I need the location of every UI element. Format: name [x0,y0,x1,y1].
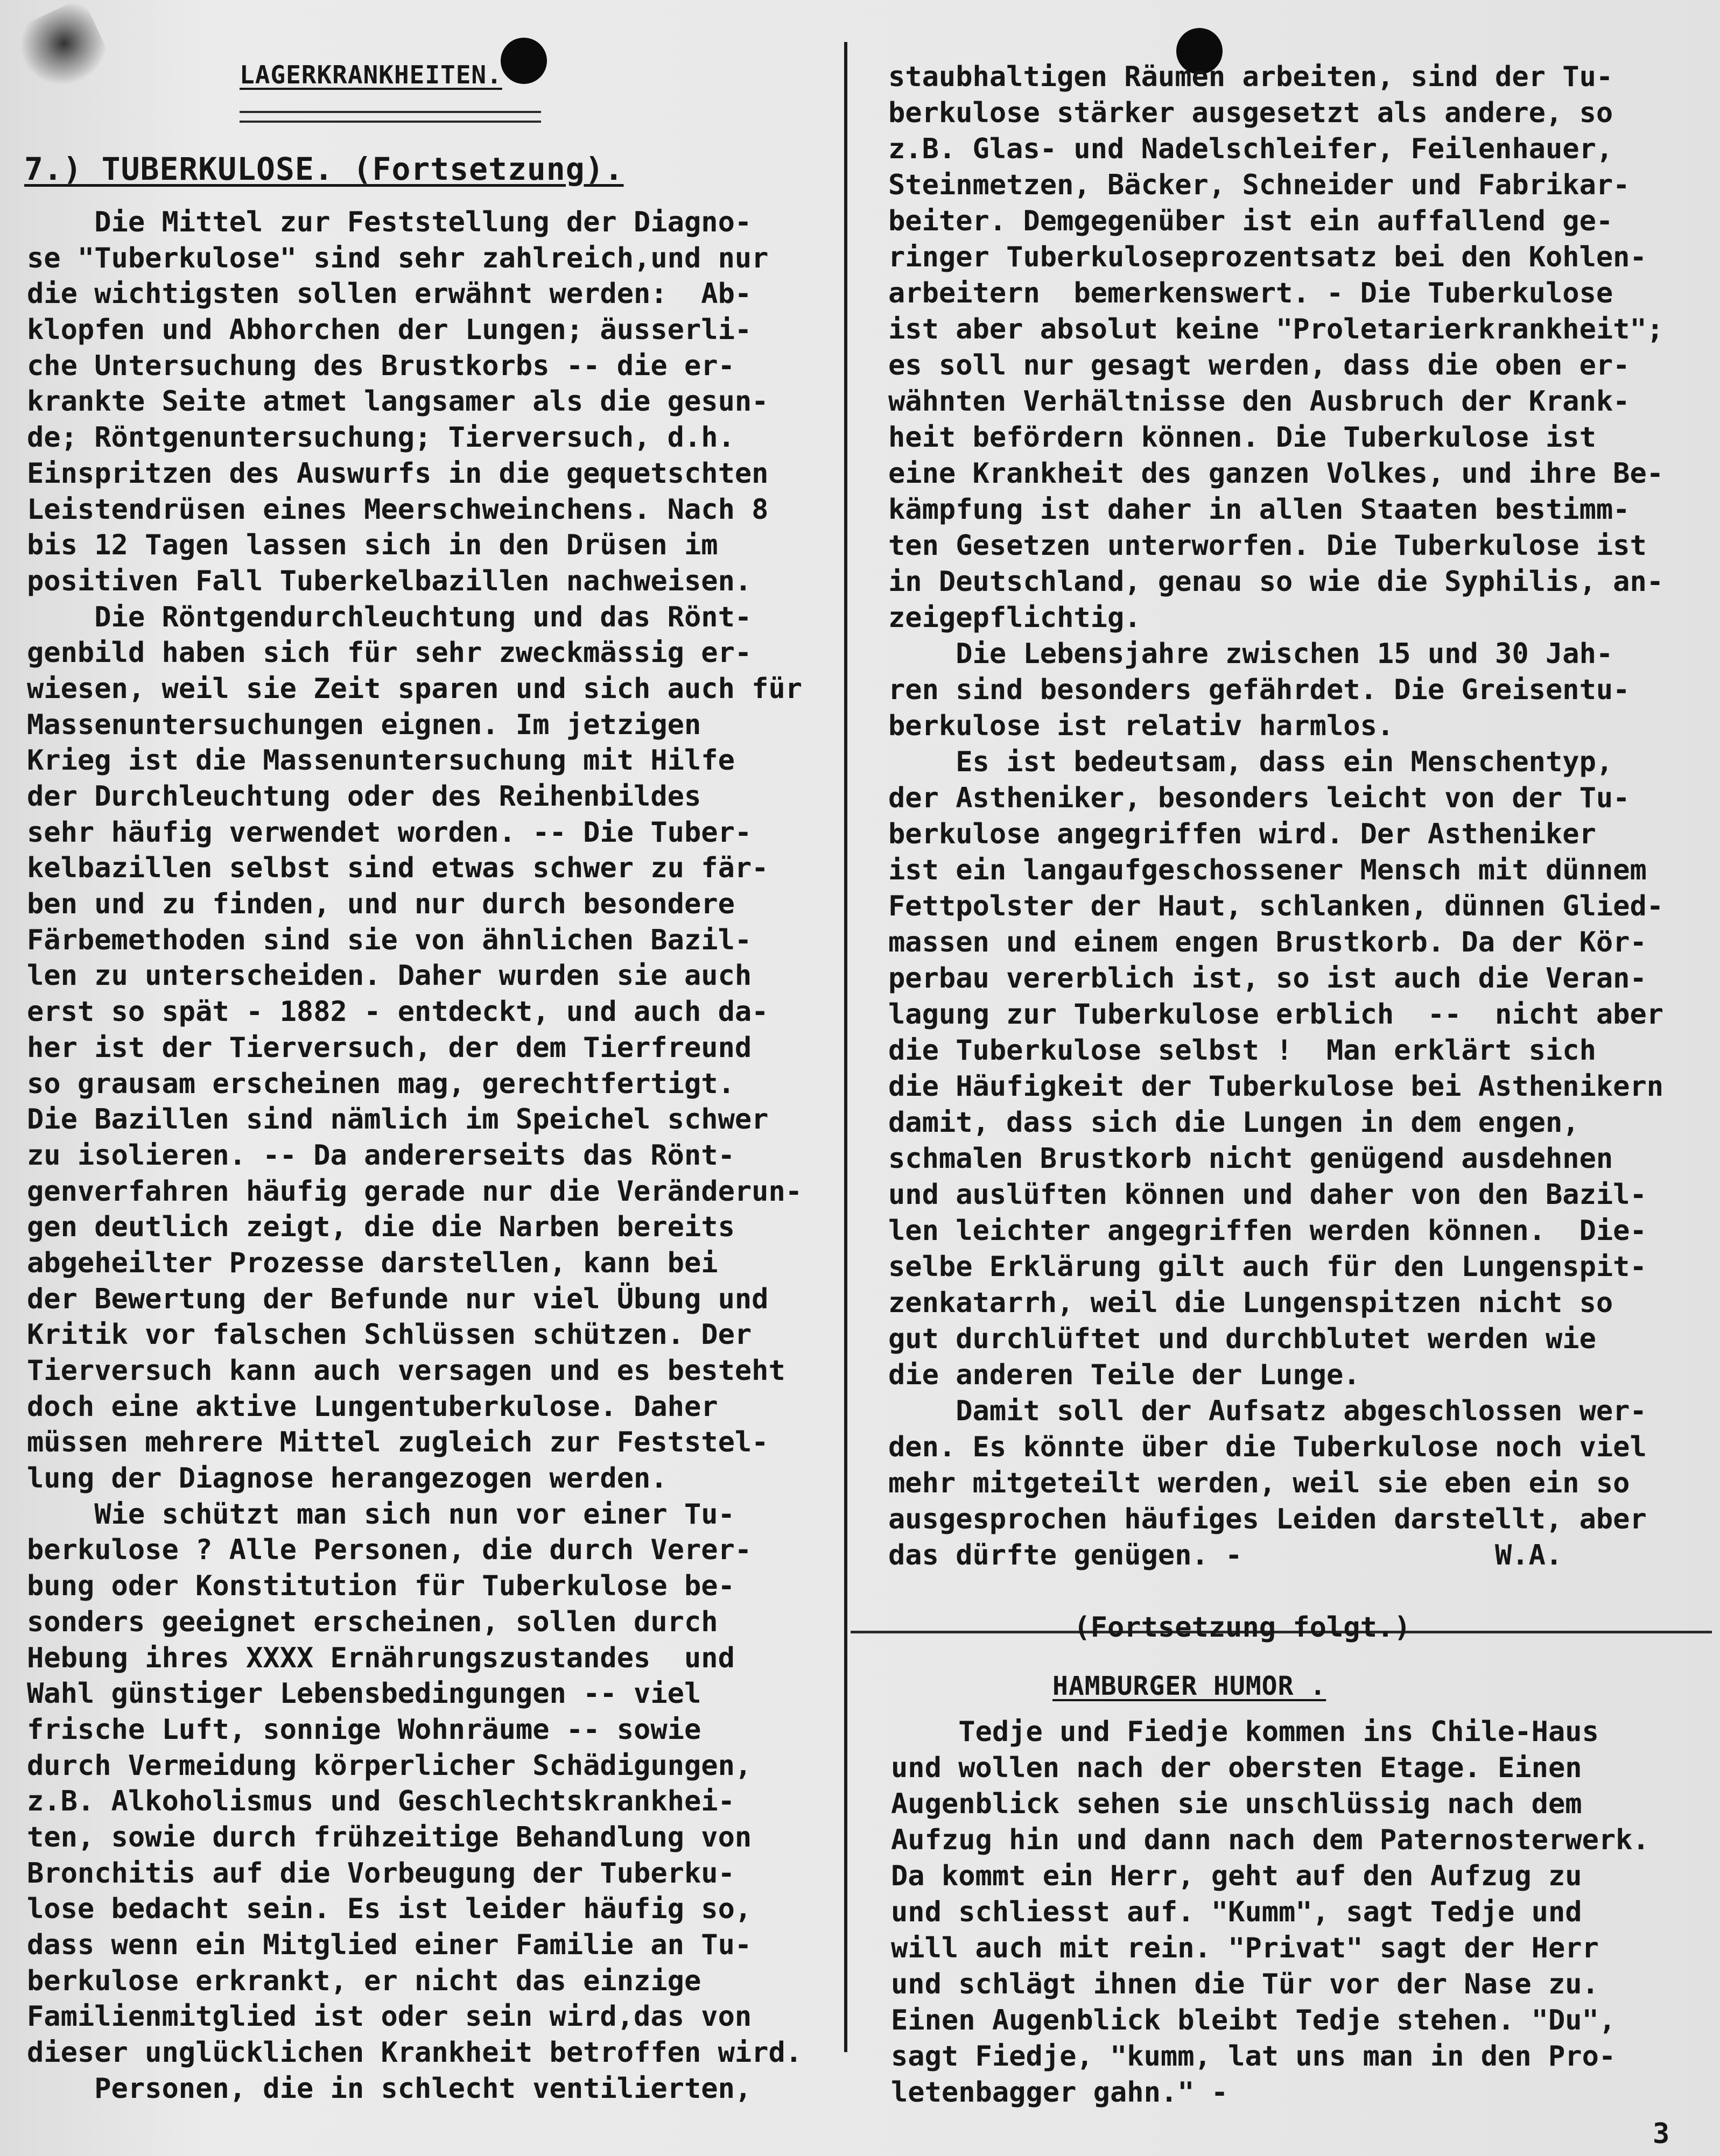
text-line: her ist der Tierversuch, der dem Tierfreund [27,1031,752,1064]
text-line: selbe Erklärung gilt auch für den Lungenspit- [888,1251,1647,1283]
text-line: das dürfte genügen. - W.A. [888,1539,1563,1572]
text-line: che Untersuchung des Brustkorbs -- die er- [27,349,735,382]
humor-line: letenbagger gahn." - [891,2076,1228,2109]
text-line: massen und einem engen Brustkorb. Da der Kör- [888,926,1647,959]
text-line: der Astheniker, besonders leicht von der Tu- [888,782,1630,814]
text-line: z.B. Alkoholismus und Geschlechtskrankhei- [27,1785,735,1818]
text-line: abgeheilter Prozesse darstellen, kann bei [27,1246,718,1279]
humor-line: Tedje und Fiedje kommen ins Chile-Haus [891,1716,1599,1748]
text-line: krankte Seite atmet langsamer als die gesun- [27,385,769,418]
humor-line: und schlägt ihnen die Tür vor der Nase zu. [891,1968,1599,2000]
text-line: ben und zu finden, und nur durch besondere [27,888,735,921]
humor-line: und schliesst auf. "Kumm", sagt Tedje und [891,1896,1582,1928]
text-line: so grausam erscheinen mag, gerechtfertigt. [27,1067,735,1100]
text-line: staubhaltigen Räumen arbeiten, sind der Tu- [888,61,1613,93]
text-line: Steinmetzen, Bäcker, Schneider und Fabrikar- [888,169,1630,201]
text-line: kelbazillen selbst sind etwas schwer zu fär- [27,852,769,885]
text-line: z.B. Glas- und Nadelschleifer, Feilenhauer, [888,133,1613,165]
text-line: Hebung ihres XXXX Ernährungszustandes und [27,1641,735,1674]
text-line: Familienmitglied ist oder sein wird,das von [27,2000,752,2033]
text-line: Tierversuch kann auch versagen und es besteht [27,1355,785,1387]
text-line [888,1574,1712,1610]
text-line: damit, dass sich die Lungen in dem engen, [888,1107,1579,1139]
text-line: erst so spät - 1882 - entdeckt, und auch da- [27,996,769,1028]
text-line: berkulose ? Alle Personen, die durch Verer- [27,1534,752,1567]
text-line: ist ein langaufgeschossener Mensch mit dünnem [888,854,1647,886]
text-line: len leichter angegriffen werden können. Die- [888,1215,1647,1247]
text-line: Bronchitis auf die Vorbeugung der Tuberku- [27,1857,735,1890]
text-line: müssen mehrere Mittel zugleich zur Feststel- [27,1426,769,1459]
text-line: eine Krankheit des ganzen Volkes, und ihre Be- [888,457,1664,490]
text-line: Kritik vor falschen Schlüssen schützen. Der [27,1319,752,1351]
text-line: der Bewertung der Befunde nur viel Übung und [27,1283,769,1315]
text-line: frische Luft, sonnige Wohnräume -- sowie [27,1713,701,1746]
text-line: ist aber absolut keine "Proletarierkrankheit"; [888,313,1664,346]
text-line: perbau vererblich ist, so ist auch die Veran- [888,962,1647,995]
text-line: ten, sowie durch frühzeitige Behandlung von [27,1821,752,1854]
text-line: ausgesprochen häufiges Leiden darstellt, aber [888,1503,1647,1535]
text-line: berkulose stärker ausgesetzt als andere, so [888,97,1613,129]
text-line: doch eine aktive Lungentuberkulose. Daher [27,1390,718,1423]
humor-line: Augenblick sehen sie unschlüssig nach dem [891,1788,1582,1820]
text-line: in Deutschland, genau so wie die Syphilis, an- [888,566,1664,598]
punch-hole-left [501,38,547,84]
text-line: Damit soll der Aufsatz abgeschlossen wer- [888,1395,1647,1427]
text-line: durch Vermeidung körperlicher Schädigungen, [27,1749,752,1782]
text-line: sonders geeignet erscheinen, sollen durch [27,1605,718,1638]
text-line: wähnten Verhältnisse den Ausbruch der Krank- [888,385,1630,418]
text-line: lose bedacht sein. Es ist leider häufig so, [27,1893,752,1926]
text-line: de; Röntgenuntersuchung; Tierversuch, d.h. [27,421,735,454]
text-line: Die Bazillen sind nämlich im Speichel schwer [27,1103,769,1136]
text-line: dieser unglücklichen Krankheit betroffen wird. [27,2037,803,2069]
text-line: Fettpolster der Haut, schlanken, dünnen Glied- [888,890,1664,922]
text-line: Massenuntersuchungen eignen. Im jetzigen [27,708,701,741]
text-line: Die Lebensjahre zwischen 15 und 30 Jah- [888,638,1613,670]
text-line: mehr mitgeteilt werden, weil sie eben ein so [888,1467,1630,1499]
text-line: beiter. Demgegenüber ist ein auffallend ge- [888,205,1613,237]
text-line: dass wenn ein Mitglied einer Familie an Tu- [27,1929,752,1961]
text-line: lagung zur Tuberkulose erblich -- nicht aber [888,998,1664,1031]
text-line: es soll nur gesagt werden, dass die oben er- [888,349,1630,382]
humor-line: Da kommt ein Herr, geht auf den Aufzug zu [891,1860,1582,1892]
text-line: kämpfung ist daher in allen Staaten bestimm- [888,494,1630,526]
text-line: klopfen und Abhorchen der Lungen; äusserli- [27,314,752,347]
text-line: Färbemethoden sind sie von ähnlichen Bazil- [27,924,752,956]
text-line: der Durchleuchtung oder des Reihenbildes [27,780,701,813]
ink-smudge [9,0,114,100]
text-line: genbild haben sich für sehr zweckmässig er- [27,637,752,670]
text-line: sehr häufig verwendet worden. -- Die Tuber- [27,816,752,849]
text-line: Personen, die in schlecht ventilierten, [27,2072,752,2105]
text-line: bis 12 Tagen lassen sich in den Drüsen im [27,529,718,562]
heading-double-underline [240,111,541,123]
text-line: den. Es könnte über die Tuberkulose noch viel [888,1431,1647,1463]
humor-line: Aufzug hin und dann nach dem Paternosterwerk. [891,1824,1649,1856]
text-line: zeigepflichtig. [888,602,1141,634]
left-column [27,205,845,2106]
text-line: berkulose erkrankt, er nicht das einzige [27,1964,701,1997]
text-line: die anderen Teile der Lunge. [888,1359,1360,1391]
text-line: ren sind besonders gefährdet. Die Greisentu- [888,674,1630,706]
humor-line: sagt Fiedje, "kumm, lat uns man in den Pro- [891,2040,1616,2073]
text-line: lung der Diagnose herangezogen werden. [27,1462,668,1495]
text-line: wiesen, weil sie Zeit sparen und sich auch für [27,672,803,705]
text-line: berkulose ist relativ harmlos. [888,710,1394,742]
text-line: die Häufigkeit der Tuberkulose bei Asthenikern [888,1070,1664,1103]
text-line: Es ist bedeutsam, dass ein Menschentyp, [888,746,1613,778]
text-line: Die Röntgendurchleuchtung und das Rönt- [27,601,752,633]
text-line: Wahl günstiger Lebensbedingungen -- viel [27,1678,701,1710]
section-title: 7.) TUBERKULOSE. (Fortsetzung). [24,151,624,187]
text-line: Wie schützt man sich nun vor einer Tu- [27,1498,735,1531]
page-heading: LAGERKRANKHEITEN. [240,60,502,89]
text-line: Krieg ist die Massenuntersuchung mit Hilfe [27,744,735,777]
humor-line: und wollen nach der obersten Etage. Einen [891,1752,1582,1784]
text-line: und auslüften können und daher von den Bazil- [888,1179,1647,1211]
text-line: Die Mittel zur Feststellung der Diagno- [27,206,752,238]
text-line: len zu unterscheiden. Daher wurden sie auch [27,960,752,992]
text-line: genverfahren häufig gerade nur die Veränderun- [27,1175,803,1208]
right-column-text [888,59,1712,1646]
text-line: Leistendrüsen eines Meerschweinchens. Nach 8 [27,493,769,526]
text-line: bung oder Konstitution für Tuberkulose be- [27,1570,735,1603]
text-line: gut durchlüftet und durchblutet werden wie [888,1323,1596,1355]
text-line: (Fortsetzung folgt.) [888,1611,1411,1644]
humor-line: will auch mit rein. "Privat" sagt der Herr [891,1932,1599,1964]
page-number: 3 [1653,2118,1670,2150]
text-line: arbeitern bemerkenswert. - Die Tuberkulose [888,277,1613,309]
text-line: ten Gesetzen unterworfen. Die Tuberkulose ist [888,530,1647,562]
text-line: heit befördern können. Die Tuberkulose ist [888,421,1596,454]
text-line: ringer Tuberkuloseprozentsatz bei den Kohlen- [888,241,1647,273]
humor-text [891,1714,1715,2111]
text-line: berkulose angegriffen wird. Der Astheniker [888,818,1596,850]
text-line: positiven Fall Tuberkelbazillen nachweisen. [27,565,752,597]
text-line: Einspritzen des Auswurfs in die gequetschten [27,457,769,490]
text-line: zu isolieren. -- Da andererseits das Rönt- [27,1139,735,1172]
text-line: die Tuberkulose selbst ! Man erklärt sich [888,1034,1596,1067]
humor-line: Einen Augenblick bleibt Tedje stehen. "Du", [891,2004,1616,2037]
text-line: gen deutlich zeigt, die die Narben bereits [27,1211,735,1244]
text-line: schmalen Brustkorb nicht genügend ausdehnen [888,1143,1613,1175]
humor-title: HAMBURGER HUMOR . [1052,1671,1326,1701]
text-line: se "Tuberkulose" sind sehr zahlreich,und nur [27,242,769,274]
text-line: zenkatarrh, weil die Lungenspitzen nicht so [888,1287,1613,1319]
text-line: die wichtigsten sollen erwähnt werden: Ab- [27,278,752,311]
